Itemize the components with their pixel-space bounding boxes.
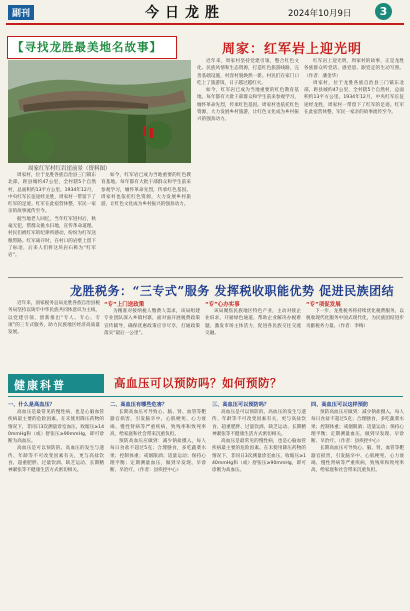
paragraph: 高血压是最常见的慢性病，也是心脑血管疾病最主要的危险因素。在未使用降压药物的情况下，非同日3次测量诊室血压，收缩压≥140mmHg和（或）舒张压≥90mmHg，即可诊断为高血压。 [212,439,306,474]
section-divider [8,277,403,278]
mid-story-col-4 [306,308,404,368]
photo-caption: 周家红军村红岩崖前景（资料图） [28,166,111,172]
top-headline: 周家：红军岩上迎光明 [222,42,363,57]
health-col-4 [311,409,404,607]
issue-date: 2024年10月9日 [288,9,352,19]
health-col-1 [8,409,104,607]
paragraph: 预防高血压应做到：减少钠盐摄入，每人每日食盐不超过5克；合理膳食，多吃蔬菜水果；控制体重；戒烟限酒；适量运动；保持心理平衡；定期测量血压，做到早发现、早诊断、早治疗。（作者：县疾控中心） [110,439,206,474]
red-army-cliff-photo [8,60,191,163]
health-col-2 [110,409,206,607]
question-heading: 四、高血压可以这样预防 [311,402,369,408]
subhead: “专”项促发展 [306,302,341,308]
landscape-image [8,60,191,163]
question-heading: 二、高血压有哪些危害？ [110,402,168,408]
paragraph: 长期高血压可导致心、脑、肾、血管等靶器官损害，引发脑卒中、心肌梗死、心力衰竭、慢性肾病等严重疾病，致残率和致死率高，给家庭和社会带来沉重负担。 [110,410,206,437]
question-heading: 三、高血压可以预防吗？ [212,402,270,408]
column-banner: 【寻找龙胜最美地名故事】 [12,40,162,54]
health-section-title: 健康科普 [14,379,66,392]
paragraph: 高血压是可以预防的。高血压的发生与遗传、年龄等不可改变因素有关，更与高盐饮食、超重肥胖、过量饮酒、缺乏运动、长期精神紧张等不健康生活方式密切相关。 [212,410,306,437]
paragraph: 为精准对接纳税人缴费人需求，该局组建专业团队深入乡镇村寨，面对面开展税费政策宣传辅导，确保优惠政策应享尽享，打通政策落实“最后一公里”。 [104,309,200,336]
paragraph: 预防高血压应做到：减少钠盐摄入，每人每日食盐不超过5克；合理膳食，多吃蔬菜水果；控制体重；戒烟限酒；适量运动；保持心理平衡；定期测量血压，做到早发现、早诊断、早治疗。（作者：县疾控中心） [311,410,404,445]
top-story-col-2 [101,172,191,272]
paper-name: 今日龙胜 [145,5,225,21]
paragraph: 高血压是最常见的慢性病，也是心脑血管疾病最主要的危险因素。在未使用降压药物的情况下，非同日3次测量诊室血压，收缩压≥140mmHg和（或）舒张压≥90mmHg，即可诊断为高血压。 [8,410,104,445]
mid-headline: 龙胜税务：“三专式”服务 发挥税收职能优势 促进民族团结 [70,284,395,298]
paragraph: 近年来，国家税务总局龙胜各族自治县税务局坚持以铸牢中华民族共同体意识为主线，以党建引领，创新推出“专人、专心、专项”的三专式服务，助力民族地区经济高质量发展。 [8,301,100,336]
health-col-3 [212,409,306,607]
subhead: “专”上门送政策 [104,302,145,308]
header-rule [6,23,404,25]
section-tag: 副刊 [8,5,34,20]
mid-story-col-2 [104,308,200,368]
question-heading: 一、什么是高血压？ [8,402,55,408]
page-number: 3 [375,3,392,20]
paragraph: 高血压是可以预防的。高血压的发生与遗传、年龄等不可改变因素有关，更与高盐饮食、超重肥胖、过量饮酒、缺乏运动、长期精神紧张等不健康生活方式密切相关。 [8,446,104,474]
mid-story-col-3 [205,308,301,368]
paragraph: 如今，红军岩已成为当地重要的红色教育基地。每年都有大批干部群众和学生前来参观学习，缅怀革命先烈，传承红色基因。周家村也依托红色资源，大力发展乡村旅游，让红色文化成为乡村振兴的强劲动力。 [197,88,299,123]
health-rule [8,396,403,397]
paragraph: 长期高血压可导致心、脑、肾、血管等靶器官损害，引发脑卒中、心肌梗死、心力衰竭、慢性肾病等严重疾病，致残率和致死率高，给家庭和社会带来沉重负担。 [311,446,404,474]
paragraph: 近年来，周家村坚持党建引领，整合红色文化、民族风情和生态资源，打造红色旅游线路，完善基础设施，村容村貌焕然一新。村民们在家门口吃上了旅游饭，日子越过越红火。 [197,59,299,86]
top-story-col-3 [197,58,299,272]
paragraph: 下一步，龙胜税务将持续优化税费服务，以税收现代化服务中国式现代化，为民族团结进步贡献税务力量。（作者：李梅） [306,309,404,329]
top-story-col-1 [8,172,96,272]
subhead: “专”心办实事 [205,302,240,308]
mid-story-col-1 [8,300,100,368]
paragraph: 如今，红军岩已成为当地重要的红色教育基地。每年都有大批干部群众和学生前来参观学习，缅怀革命先烈，传承红色基因。周家村也依托红色资源，大力发展乡村旅游，让红色文化成为乡村振兴的强劲动力。 [101,173,191,208]
paragraph: 据当地老人回忆，当年红军进村后，秋毫无犯，帮群众挑水扫地，宣传革命道理。村民们被红军的纪律所感动，纷纷为红军送粮带路。红军离开时，在村口的岩壁上留下了标语，后来人们将这块岩石称为“红军岩”。 [8,216,96,259]
paragraph: 红军岩上迎光明，周家村的故事，正是龙胜各族群众听党话、感党恩、跟党走的生动写照。（作者：潘金华） [304,59,404,79]
paragraph: 周家村，位于龙胜各族自治县三门镇东北部，距县城约47公里，全村辖5个自然村，总面积约13平方公里。1934年12月，中央红军长征途经龙胜，周家村一带留下了红军的足迹。红军在此宿营休整，军民一家亲的故事流传至今。 [304,80,404,116]
top-story-col-4 [304,58,404,272]
paragraph: 该局聚焦民族地区特色产业，主动对接企业诉求，开通绿色通道，帮助企业解决办税难题，激发市场主体活力，促进各民族交往交流交融。 [205,309,301,336]
paragraph: 周家村，位于龙胜各族自治县三门镇东北部，距县城约47公里，全村辖5个自然村，总面积约13平方公里。1934年12月，中央红军长征途经龙胜，周家村一带留下了红军的足迹。红军在此宿营休整，军民一家亲的故事流传至今。 [8,173,96,215]
health-headline: 高血压可以预防吗？如何预防？ [114,376,282,390]
